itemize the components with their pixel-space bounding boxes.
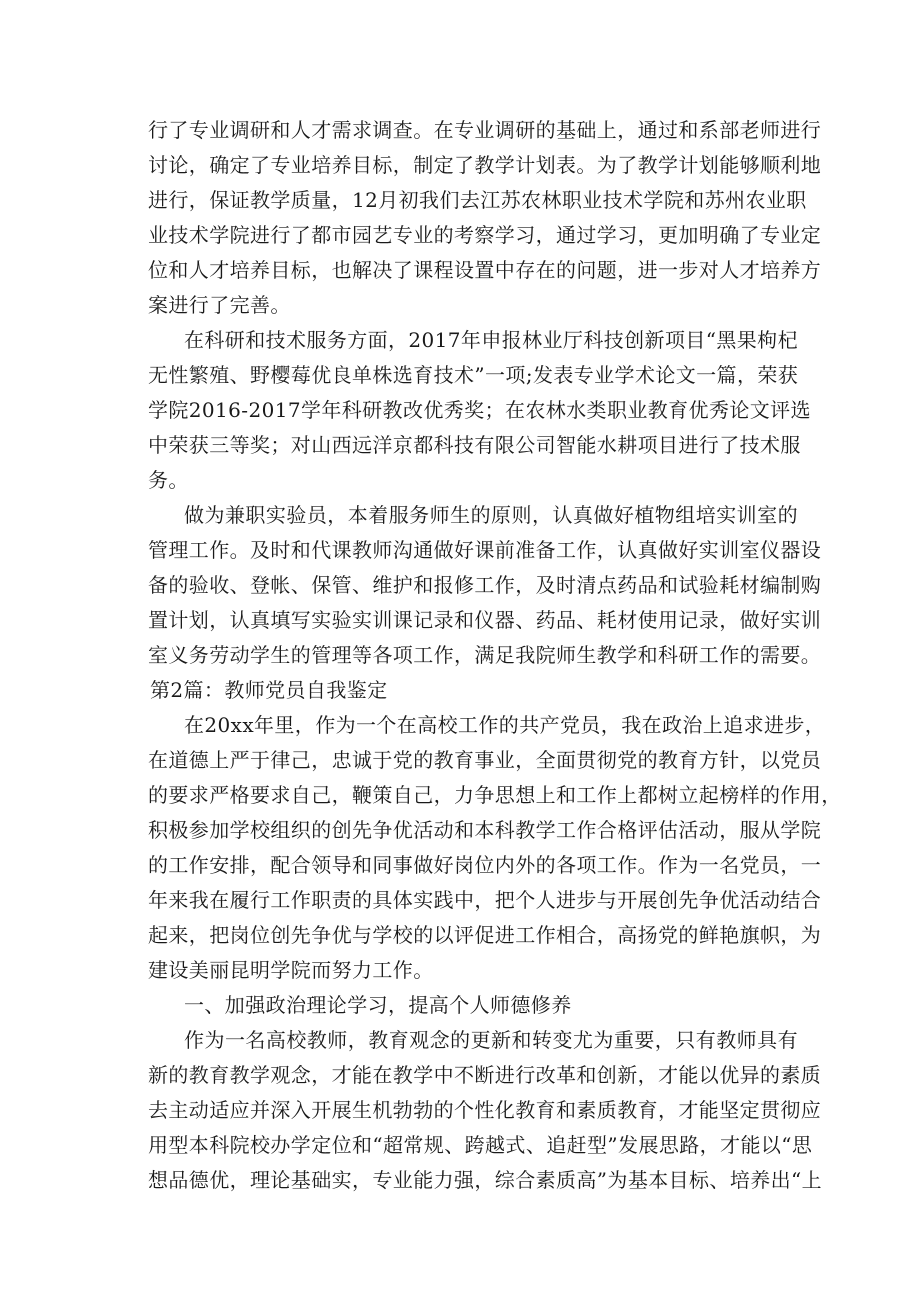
paragraph-first-line: 在20xx年里，作为一个在高校工作的共产党员，我在政治上追求进步， xyxy=(184,713,826,737)
text-line: 位和人才培养目标，也解决了课程设置中存在的问题，进一步对人才培养方 xyxy=(148,258,822,282)
text-line: 学院2016-2017学年科研教改优秀奖；在农林水类职业教育优秀论文评选 xyxy=(148,398,811,422)
text-line: 管理工作。及时和代课教师沟通做好课前准备工作，认真做好实训室仪器设 xyxy=(148,538,822,562)
text-line: 讨论，确定了专业培养目标，制定了教学计划表。为了教学计划能够顺利地 xyxy=(148,153,822,177)
text-line: 的要求严格要求自己，鞭策自己，力争思想上和工作上都树立起榜样的作用， xyxy=(148,783,842,807)
text-line: 室义务劳动学生的管理等各项工作，满足我院师生教学和科研工作的需要。 xyxy=(148,643,822,667)
text-line: 用型本科院校办学定位和“超常规、跨越式、追赶型”发展思路，才能以“思 xyxy=(148,1133,813,1157)
text-line: 建设美丽昆明学院而努力工作。 xyxy=(148,958,434,982)
subsection-heading: 一、加强政治理论学习，提高个人师德修养 xyxy=(184,993,572,1017)
text-line: 务。 xyxy=(148,468,189,492)
paragraph-first-line: 在科研和技术服务方面，2017年申报林业厅科技创新项目“黑果枸杞 xyxy=(184,328,798,352)
paragraph-first-line: 作为一名高校教师，教育观念的更新和转变尤为重要，只有教师具有 xyxy=(184,1028,798,1052)
text-line: 去主动适应并深入开展生机勃勃的个性化教育和素质教育，才能坚定贯彻应 xyxy=(148,1098,822,1122)
paragraph-first-line: 做为兼职实验员，本着服务师生的原则，认真做好植物组培实训室的 xyxy=(184,503,798,527)
text-line: 进行，保证教学质量，12月初我们去江苏农林职业技术学院和苏州农业职 xyxy=(148,188,807,212)
text-line: 起来，把岗位创先争优与学校的以评促进工作相合，高扬党的鲜艳旗帜，为 xyxy=(148,923,822,947)
text-line: 在道德上严于律己，忠诚于党的教育事业，全面贯彻党的教育方针，以党员 xyxy=(148,748,822,772)
text-line: 积极参加学校组织的创先争优活动和本科教学工作合格评估活动，服从学院 xyxy=(148,818,822,842)
text-line: 年来我在履行工作职责的具体实践中，把个人进步与开展创先争优活动结合 xyxy=(148,888,822,912)
text-line: 备的验收、登帐、保管、维护和报修工作，及时清点药品和试验耗材编制购 xyxy=(148,573,822,597)
text-line: 中荣获三等奖；对山西远洋京都科技有限公司智能水耕项目进行了技术服 xyxy=(148,433,801,457)
text-line: 无性繁殖、野樱莓优良单株选育技术”一项;发表专业学术论文一篇，荣获 xyxy=(148,363,799,387)
text-line: 置计划，认真填写实验实训课记录和仪器、药品、耗材使用记录，做好实训 xyxy=(148,608,822,632)
text-line: 想品德优，理论基础实，专业能力强，综合素质高”为基本目标、培养出“上 xyxy=(148,1168,823,1192)
text-line: 业技术学院进行了都市园艺专业的考察学习，通过学习，更加明确了专业定 xyxy=(148,223,822,247)
text-line: 案进行了完善。 xyxy=(148,293,291,317)
section-heading: 第2篇：教师党员自我鉴定 xyxy=(150,678,388,702)
text-line: 新的教育教学观念，才能在教学中不断进行改革和创新，才能以优异的素质 xyxy=(148,1063,822,1087)
text-line: 行了专业调研和人才需求调查。在专业调研的基础上，通过和系部老师进行 xyxy=(148,118,822,142)
text-line: 的工作安排，配合领导和同事做好岗位内外的各项工作。作为一名党员，一 xyxy=(148,853,822,877)
